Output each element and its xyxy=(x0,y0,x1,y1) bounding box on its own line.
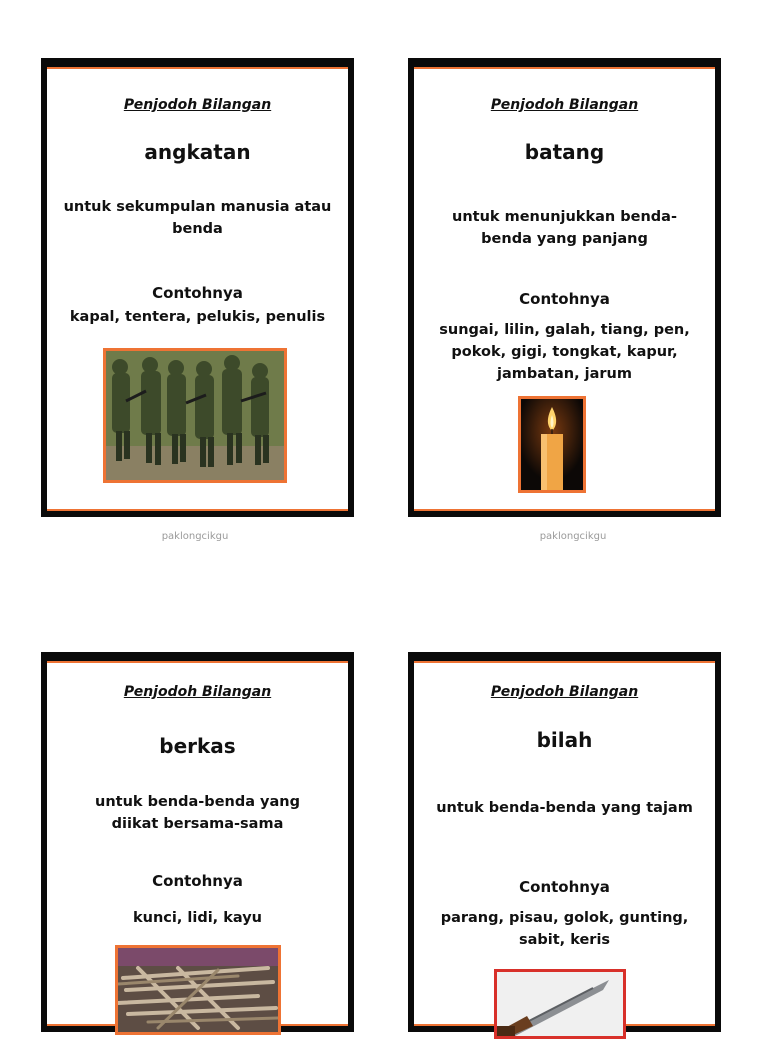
card-description-line: benda yang panjang xyxy=(481,231,648,247)
card-batang xyxy=(408,58,721,517)
card-examples-line: sabit, keris xyxy=(518,932,611,948)
card-example-label: Contohnya xyxy=(519,878,610,896)
firewood-photo-icon xyxy=(115,945,281,1035)
card-description-line: untuk benda-benda yang tajam xyxy=(436,800,693,816)
card-description-line: untuk sekumpulan manusia atau xyxy=(63,199,332,215)
watermark: paklongcikgu xyxy=(161,531,229,542)
soldiers-photo-icon xyxy=(103,348,287,483)
card-word: batang xyxy=(524,140,605,164)
card-heading: Penjodoh Bilangan xyxy=(123,684,272,700)
card-examples-line: kunci, lidi, kayu xyxy=(132,910,262,926)
card-examples-line: jambatan, jarum xyxy=(497,366,632,382)
card-body xyxy=(47,663,348,1024)
card-heading: Penjodoh Bilangan xyxy=(490,684,639,700)
card-body xyxy=(47,69,348,509)
card-word: angkatan xyxy=(144,140,251,164)
card-description-line: untuk benda-benda yang xyxy=(95,794,300,810)
card-examples-line: parang, pisau, golok, gunting, xyxy=(440,910,689,926)
card-description-line: untuk menunjukkan benda- xyxy=(452,209,677,225)
card-description-line: diikat bersama-sama xyxy=(111,816,284,832)
card-bilah xyxy=(408,652,721,1032)
card-body xyxy=(414,663,715,1024)
card-heading: Penjodoh Bilangan xyxy=(490,97,639,113)
card-example-label: Contohnya xyxy=(519,290,610,308)
card-description-line: benda xyxy=(172,221,223,237)
card-example-label: Contohnya xyxy=(152,872,243,890)
card-examples-line: sungai, lilin, galah, tiang, pen, xyxy=(439,322,690,338)
card-word: berkas xyxy=(159,734,236,758)
card-body xyxy=(414,69,715,509)
card-heading: Penjodoh Bilangan xyxy=(123,97,272,113)
card-examples-line: pokok, gigi, tongkat, kapur, xyxy=(451,344,678,360)
card-example-label: Contohnya xyxy=(152,284,243,302)
card-examples-line: kapal, tentera, pelukis, penulis xyxy=(69,309,326,325)
card-word: bilah xyxy=(536,728,593,752)
card-angkatan xyxy=(41,58,354,517)
candle-photo-icon xyxy=(518,396,586,493)
keris-photo-icon xyxy=(494,969,626,1039)
card-berkas xyxy=(41,652,354,1032)
watermark: paklongcikgu xyxy=(539,531,607,542)
